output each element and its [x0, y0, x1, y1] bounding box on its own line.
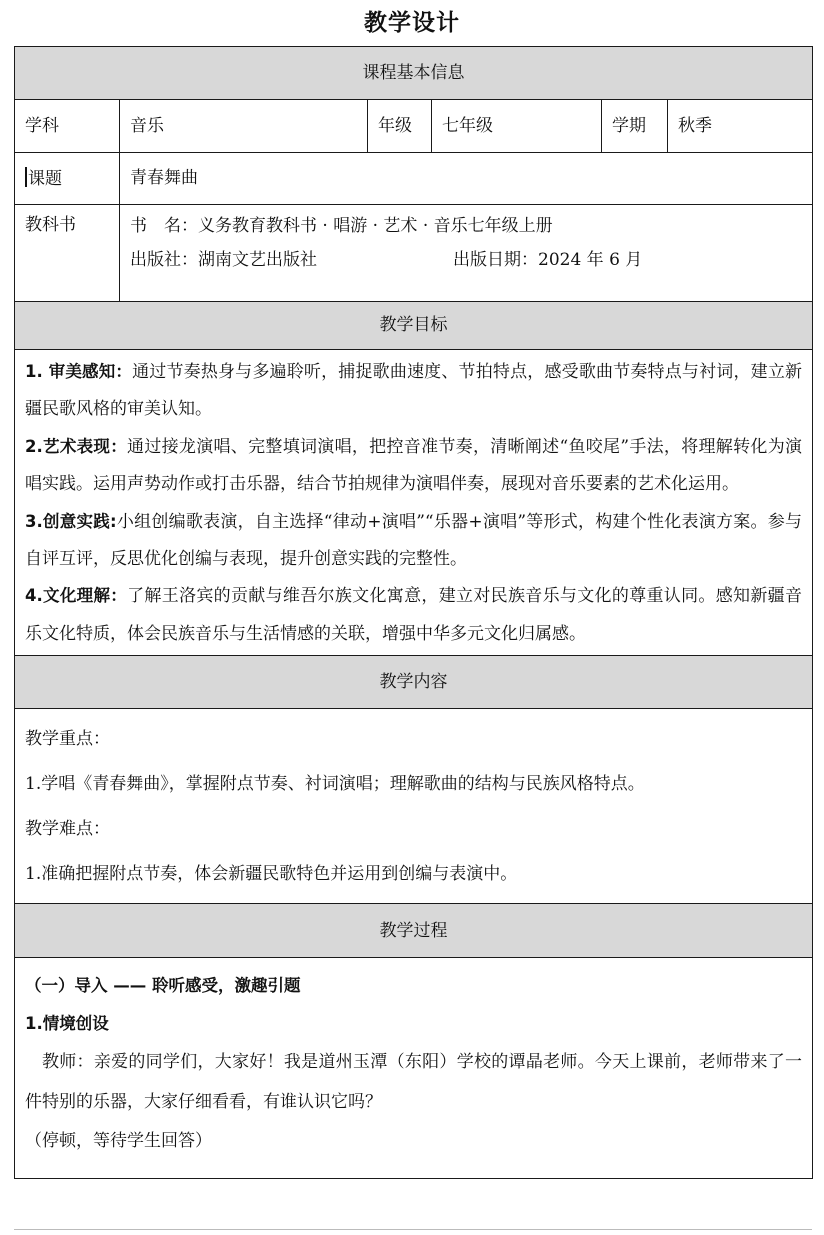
document-title: 教学设计	[364, 10, 460, 36]
textbook-name-line	[130, 209, 802, 243]
term-label: 学期	[602, 100, 668, 153]
grade-label: 年级	[368, 100, 432, 153]
goal-text: 通过接龙演唱、完整填词演唱，把控音准节奏，清晰阐述“鱼咬尾”手法，将理解转化为演唱实践。运用声势动作或打击乐器，结合节拍规律为演唱伴奏，展现对音乐要素的艺术化运用。	[25, 436, 802, 495]
content-body[interactable]	[15, 709, 813, 904]
basic-info-header: 课程基本信息	[15, 47, 813, 100]
goal-item	[25, 354, 802, 429]
goal-label: 3.创意实践:	[25, 511, 117, 531]
teacher-script: 教师：亲爱的同学们，大家好！我是道州玉潭（东阳）学校的谭晶老师。今天上课前，老师带来了一件特别的乐器，大家仔细看看，有谁认识它吗？	[25, 1052, 802, 1113]
text-cursor	[25, 167, 27, 187]
page-edge-line	[14, 1229, 812, 1230]
publish-date-value: 2024 年 6 月	[538, 250, 643, 270]
goals-header: 教学目标	[15, 302, 813, 350]
difficulty-label: 教学难点：	[25, 819, 110, 840]
publisher-value: 湖南文艺出版社	[198, 250, 317, 270]
textbook-info[interactable]	[120, 205, 813, 302]
goal-item	[25, 504, 802, 579]
step-title: 1.情境创设	[25, 1013, 109, 1033]
textbook-label: 教科书	[15, 205, 120, 302]
topic-value[interactable]: 青春舞曲	[120, 153, 813, 205]
subject-value[interactable]: 音乐	[120, 100, 368, 153]
textbook-name-value: 义务教育教科书 · 唱游 · 艺术 · 音乐七年级上册	[198, 216, 553, 236]
goals-body[interactable]	[15, 350, 813, 656]
key-points-label: 教学重点：	[25, 729, 110, 750]
publisher-label: 出版社：	[130, 250, 198, 270]
goal-text: 小组创编歌表演，自主选择“律动+演唱”“乐器+演唱”等形式，构建个性化表演方案。参与自评互评，反思优化创编与表现，提升创意实践的完整性。	[25, 511, 802, 569]
difficulty-text: 1.准确把握附点节奏，体会新疆民歌特色并运用到创编与表演中。	[25, 864, 518, 885]
term-value[interactable]: 秋季	[668, 100, 813, 153]
topic-label-cell	[15, 153, 120, 205]
goal-item	[25, 578, 802, 653]
content-header: 教学内容	[15, 656, 813, 709]
key-points-text: 1.学唱《青春舞曲》，掌握附点节奏、衬词演唱；理解歌曲的结构与民族风格特点。	[25, 774, 645, 795]
goal-text: 了解王洛宾的贡献与维吾尔族文化寓意，建立对民族音乐与文化的尊重认同。感知新疆音乐文化特质，体会民族音乐与生活情感的关联，增强中华多元文化归属感。	[25, 586, 802, 644]
textbook-name-label: 书 名：	[130, 216, 198, 236]
publish-date-label: 出版日期：	[453, 250, 538, 270]
goal-label: 1. 审美感知：	[25, 362, 133, 381]
goal-label: 4.文化理解：	[25, 586, 128, 606]
grade-value[interactable]: 七年级	[432, 100, 602, 153]
textbook-publisher-line	[130, 243, 802, 277]
section-title: （一）导入 —— 聆听感受，激趣引题	[25, 976, 301, 996]
goal-item	[25, 429, 802, 504]
goal-label: 2.艺术表现：	[25, 436, 128, 456]
process-header: 教学过程	[15, 904, 813, 958]
process-body[interactable]	[15, 958, 813, 1179]
topic-label: 课题	[28, 169, 62, 190]
subject-label: 学科	[15, 100, 120, 153]
goal-text: 通过节奏热身与多遍聆听，捕捉歌曲速度、节拍特点，感受歌曲节奏特点与衬词，建立新疆民歌风格的审美认知。	[25, 362, 803, 420]
stage-note: （停顿，等待学生回答）	[25, 1130, 212, 1151]
lesson-plan-table	[14, 46, 813, 1179]
